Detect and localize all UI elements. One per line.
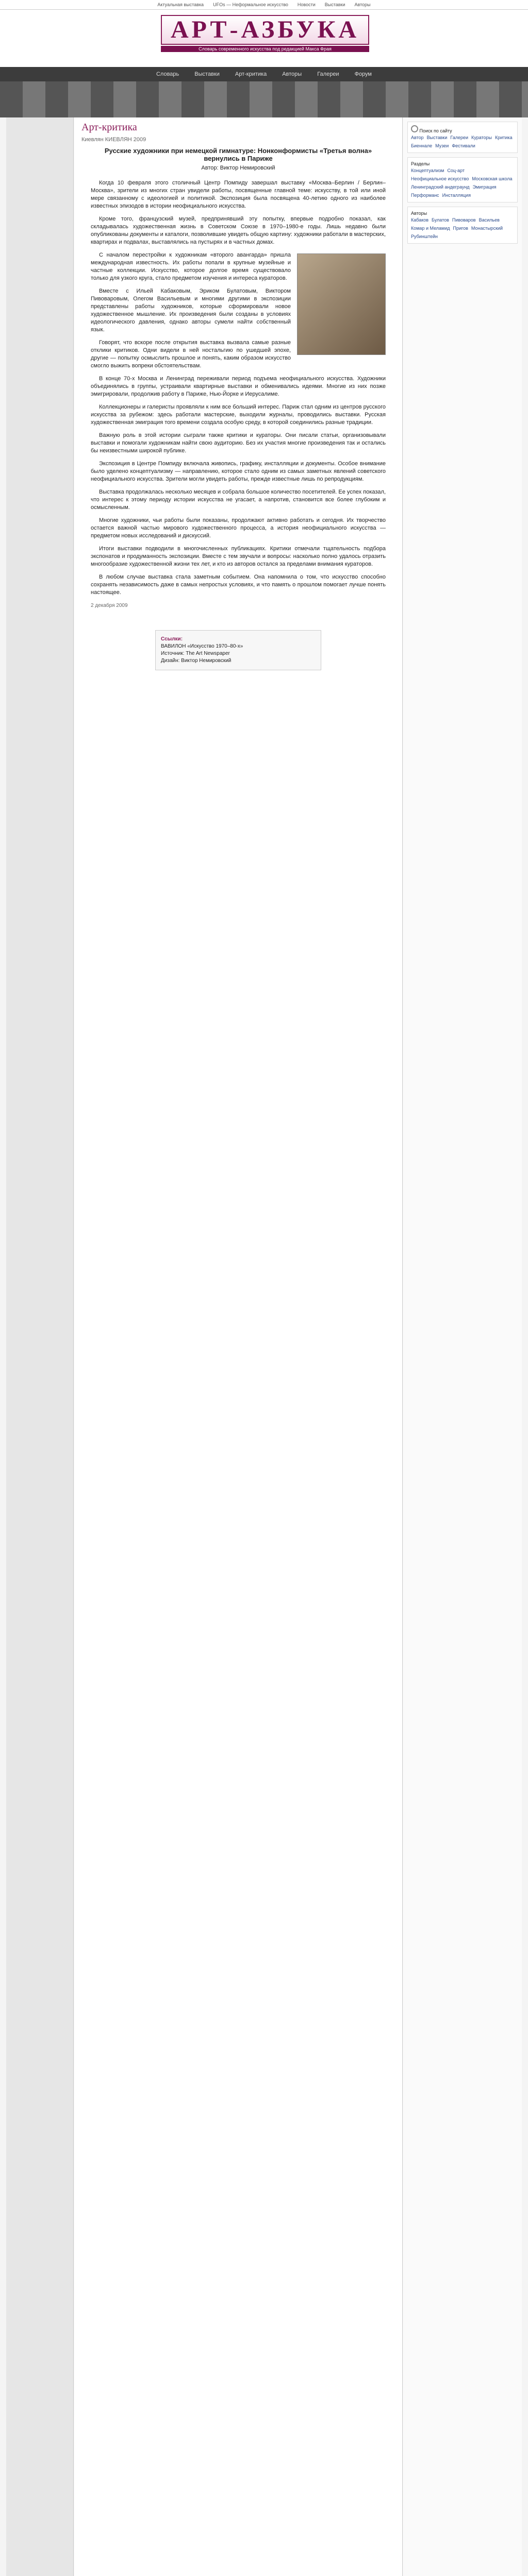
top-links-bar (0, 0, 528, 10)
tag-link[interactable]: Васильев (478, 217, 500, 223)
tag-link[interactable]: Пивоваров (452, 217, 476, 223)
tag-link[interactable]: Кабаков (411, 217, 429, 223)
tag-link[interactable]: Перформанс (411, 193, 439, 198)
article-paragraph: В конце 70-х Москва и Ленинград переживали период подъема неофициального искусства. Художники объединялись в группы, устраивали квартирные выставки и обменивались идеями. Многие из них позже эмигрировали, продолжив работу в Париже, Нью-Йорке и Иерусалиме. (91, 376, 386, 397)
tag-link[interactable]: Монастырский (471, 226, 503, 231)
related-link[interactable]: Источник: The Art Newspaper (161, 651, 230, 656)
tag-link[interactable]: Фестивали (452, 143, 475, 148)
sidebar-block-title: Поиск по сайту (411, 125, 514, 134)
nav-item-2[interactable]: Арт-критика (235, 71, 267, 77)
article-paragraph: Экспозиция в Центре Помпиду включала живопись, графику, инсталляции и документы. Особое внимание было уделено концептуализму — направлению, которое стало одним из самых заметных явлений советского неофициального искусства. Зрители могли увидеть работы, прежде известные лишь по репродукциям. (91, 461, 386, 482)
tag-link[interactable]: Галереи (450, 135, 469, 140)
tag-link[interactable]: Соц-арт (447, 168, 465, 173)
tag-link[interactable]: Неофициальное искусство (411, 176, 469, 181)
tag-link[interactable]: Концептуализм (411, 168, 444, 173)
related-link[interactable]: Дизайн: Виктор Немировский (161, 658, 232, 664)
nav-item-5[interactable]: Форум (354, 71, 372, 77)
related-label: Ссылки: (161, 636, 183, 642)
tag-link[interactable]: Биеннале (411, 143, 433, 148)
article-paragraph: Выставка продолжалась несколько месяцев и собрала большое количество посетителей. Ее успех показал, что интерес к этому периоду истории искусства не угасает, а напротив, становится все более глубоким и осмысленным. (91, 489, 386, 511)
article-paragraph: Коллекционеры и галеристы проявляли к ним все больший интерес. Париж стал одним из центров русского искусства за рубежом: здесь работали мастерские, выходили журналы, проводились выставки. Русская художественная эмиграция того времени создала особую среду, в которой соединились разные традиции. (91, 404, 386, 426)
tag-link[interactable]: Рубинштейн (411, 234, 438, 239)
tag-link[interactable]: Московская школа (472, 176, 513, 181)
article-paragraph: Вместе с Ильей Кабаковым, Эриком Булатовым, Виктором Пивоваровым, Олегом Васильевым и многими другими в экспозиции представлены работы художников, которые сформировали новое художественное мышление. Их произведения были созданы в условиях идеологического давления, однако авторы сумели найти собственный язык. (91, 288, 291, 333)
tag-link[interactable]: Пригов (453, 226, 468, 231)
site-tagline: Словарь современного искусства под редакцией Макса Фрая (161, 46, 369, 52)
top-link-1[interactable]: UFOs — Неформальное искусство (213, 2, 288, 7)
article-paragraph: С началом перестройки к художникам «второго авангарда» пришла международная известность. Их работы попали в крупные музейные и частные коллекции. Искусство, которое долгое время существовало только для узкого круга, стало предметом изучения и интереса кураторов. (91, 252, 291, 281)
sidebar-block-title: Авторы (411, 211, 427, 216)
nav-item-4[interactable]: Галереи (317, 71, 339, 77)
nav-item-3[interactable]: Авторы (282, 71, 302, 77)
tag-link[interactable]: Музеи (435, 143, 449, 148)
nav-item-0[interactable]: Словарь (156, 71, 179, 77)
sidebar-block (407, 122, 518, 153)
top-link-3[interactable]: Выставки (324, 2, 345, 7)
related-links-box (155, 630, 321, 670)
page-layout (6, 117, 522, 2576)
top-link-0[interactable]: Актуальная выставка (157, 2, 204, 7)
portrait-strip (0, 81, 528, 117)
article-image (297, 253, 386, 355)
article-paragraph: Важную роль в этой истории сыграли также критики и кураторы. Они писали статьи, организовывали выставки и помогали художникам найти свою аудиторию. Без их участия многие произведения так и остались бы неизвестными широкой публике. (91, 432, 386, 454)
article-paragraph: Итоги выставки подводили в многочисленных публикациях. Критики отмечали тщательность подбора экспонатов и продуманность экспозиции. Вместе с тем звучали и вопросы: насколько полно удалось отразить многообразие художественной жизни тех лет, и кто из авторов остался за пределами внимания кураторов. (91, 546, 386, 567)
tag-link[interactable]: Кураторы (471, 135, 492, 140)
tag-link[interactable]: Ленинградский андеграунд (411, 184, 470, 190)
article-title: Русские художники при немецкой гимнатуре: Нонконформисты «Третья волна» вернулись в Париже (104, 147, 372, 162)
sidebar-block (407, 207, 518, 244)
main-nav (0, 67, 528, 81)
article (74, 147, 402, 670)
nav-item-1[interactable]: Выставки (194, 71, 220, 77)
tag-link[interactable]: Эмиграция (472, 184, 497, 190)
tag-link[interactable]: Автор (411, 135, 424, 140)
tag-cloud (411, 167, 514, 199)
article-paragraph: Говорят, что вскоре после открытия выставка вызвала самые разные отклики критиков. Одни видели в ней ностальгию по ушедшей эпохе, другие — попытку осмыслить прошлое и понять, каким образом искусство смогло выжить вопреки обстоятельствам. (91, 340, 291, 369)
section-title: Арт-критика (81, 122, 137, 133)
top-link-4[interactable]: Авторы (354, 2, 371, 7)
tag-link[interactable]: Критика (495, 135, 513, 140)
article-paragraph: В любом случае выставка стала заметным событием. Она напомнила о том, что искусство способно сохранять независимость даже в самых непростых условиях, и что память о прошлом помогает лучше понять настоящее. (91, 574, 386, 596)
tag-link[interactable]: Инсталляция (442, 193, 471, 198)
site-logo[interactable]: АРТ-АЗБУКА (161, 15, 369, 45)
section-subtitle: Киевлян КИЕВЛЯН 2009 (81, 137, 146, 143)
related-link[interactable]: ВАВИЛОН «Искусство 1970–80-х» (161, 643, 243, 649)
article-author: Автор: Виктор Немировский (201, 165, 275, 171)
article-paragraph: Кроме того, французский музей, предпринявший эту попытку, впервые подробно показал, как складывалась художественная жизнь в Советском Союзе в 1970–1980-е годы. Лишь недавно были опубликованы документы и каталоги, позволившие увидеть общую картину: художники работали в мастерских, квартирах и подвалах, выставлялись на пустырях и в частных домах. (91, 216, 386, 245)
tag-link[interactable]: Булатов (432, 217, 449, 223)
sidebar-block (407, 157, 518, 202)
article-paragraph: Многие художники, чьи работы были показаны, продолжают активно работать и сегодня. Их творчество остается важной частью мирового художественного процесса, а история неофициального искусства — предметом новых исследований и дискуссий. (91, 517, 386, 539)
sidebar-block-title: Разделы (411, 161, 430, 166)
tag-link[interactable]: Выставки (426, 135, 448, 140)
main-content (74, 117, 403, 2576)
tag-cloud (411, 217, 514, 240)
tag-cloud (411, 134, 514, 149)
top-link-2[interactable]: Новости (297, 2, 316, 7)
header (0, 10, 528, 67)
article-date: 2 декабря 2009 (91, 603, 128, 608)
left-column (6, 117, 74, 2576)
tag-link[interactable]: Комар и Меламид (411, 226, 450, 231)
article-paragraph: Когда 10 февраля этого столичный Центр Помпиду завершал выставку «Москва–Берлин / Берлин–Москва», зрители из многих стран увидели работы, посвященные главной теме: искусству, в той или иной мере связанному с идеологией и политикой. Экспозиция была посвящена 40-летию одного из наиболее известных эпизодов в истории неофициального искусства. (91, 180, 386, 209)
right-column (403, 117, 522, 2576)
search-icon[interactable] (411, 125, 418, 132)
